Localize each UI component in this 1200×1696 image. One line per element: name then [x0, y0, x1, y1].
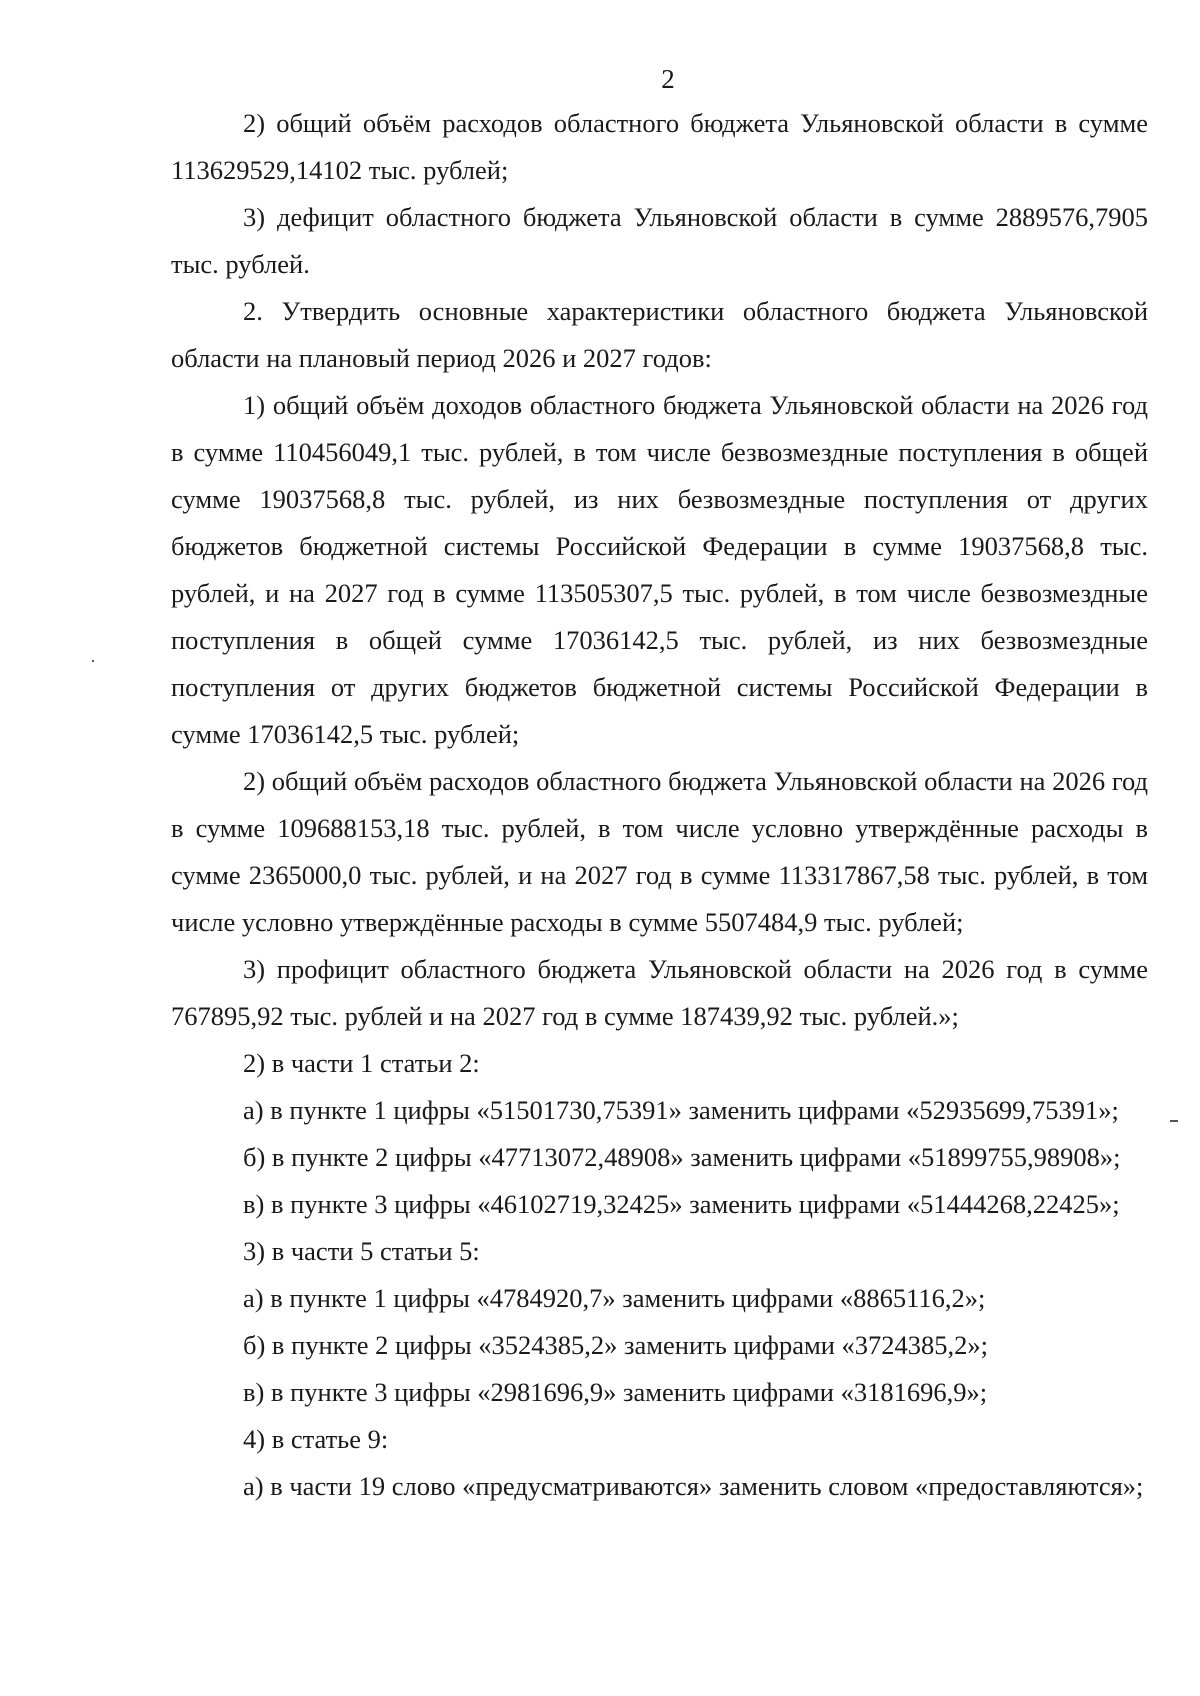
paragraph-expenses-total: 2) общий объём расходов областного бюджета Ульяновской области в сумме 113629529,14102 тыс. рублей; [171, 108, 1148, 185]
scan-speck-left [92, 660, 94, 662]
paragraph-article-9-part-19: а) в части 19 слово «предусматриваются» заменить словом «предоставляются»; [243, 1471, 1144, 1501]
page-number: 2 [661, 64, 675, 94]
document-body [171, 100, 1148, 1510]
paragraph-article-5-item-3: в) в пункте 3 цифры «2981696,9» заменить цифрами «3181696,9»; [243, 1377, 988, 1407]
paragraph-article-5-item-2: б) в пункте 2 цифры «3524385,2» заменить цифрами «3724385,2»; [243, 1330, 989, 1360]
paragraph-surplus: 3) профицит областного бюджета Ульяновской области на 2026 год в сумме 767895,92 тыс. рублей и на 2027 год в сумме 187439,92 тыс. рублей.»; [171, 954, 1148, 1031]
scan-speck-right [1170, 1120, 1178, 1122]
paragraph-article-2-part-1: 2) в части 1 статьи 2: [243, 1048, 480, 1078]
paragraph-article-2-item-1: а) в пункте 1 цифры «51501730,75391» заменить цифрами «52935699,75391»; [243, 1095, 1119, 1125]
paragraph-article-5-item-1: а) в пункте 1 цифры «4784920,7» заменить цифрами «8865116,2»; [243, 1283, 986, 1313]
paragraph-article-9: 4) в статье 9: [243, 1424, 389, 1454]
paragraph-article-5-part-5: 3) в части 5 статьи 5: [243, 1236, 480, 1266]
paragraph-article-2-item-3: в) в пункте 3 цифры «46102719,32425» заменить цифрами «51444268,22425»; [243, 1189, 1120, 1219]
paragraph-approve-planning: 2. Утвердить основные характеристики областного бюджета Ульяновской области на плановый период 2026 и 2027 годов: [171, 296, 1148, 373]
paragraph-deficit: 3) дефицит областного бюджета Ульяновской области в сумме 2889576,7905 тыс. рублей. [171, 202, 1148, 279]
paragraph-revenues-2026-2027: 1) общий объём доходов областного бюджета Ульяновской области на 2026 год в сумме 110456049,1 тыс. рублей, в том числе безвозмездные поступления в общей сумме 19037568,8 тыс. рублей, из них безвозмездные поступления от других бюджетов бюджетной системы Российской Федерации в сумме 19037568,8 тыс. рублей, и на 2027 год в сумме 113505307,5 тыс. рублей, в том числе безвозмездные поступления в общей сумме 17036142,5 тыс. рублей, из них безвозмездные поступления от других бюджетов бюджетной системы Российской Федерации в сумме 17036142,5 тыс. рублей; [171, 390, 1148, 749]
paragraph-expenses-2026-2027: 2) общий объём расходов областного бюджета Ульяновской области на 2026 год в сумме 109688153,18 тыс. рублей, в том числе условно утверждённые расходы в сумме 2365000,0 тыс. рублей, и на 2027 год в сумме 113317867,58 тыс. рублей, в том числе условно утверждённые расходы в сумме 5507484,9 тыс. рублей; [171, 766, 1148, 937]
paragraph-article-2-item-2: б) в пункте 2 цифры «47713072,48908» заменить цифрами «51899755,98908»; [243, 1142, 1121, 1172]
